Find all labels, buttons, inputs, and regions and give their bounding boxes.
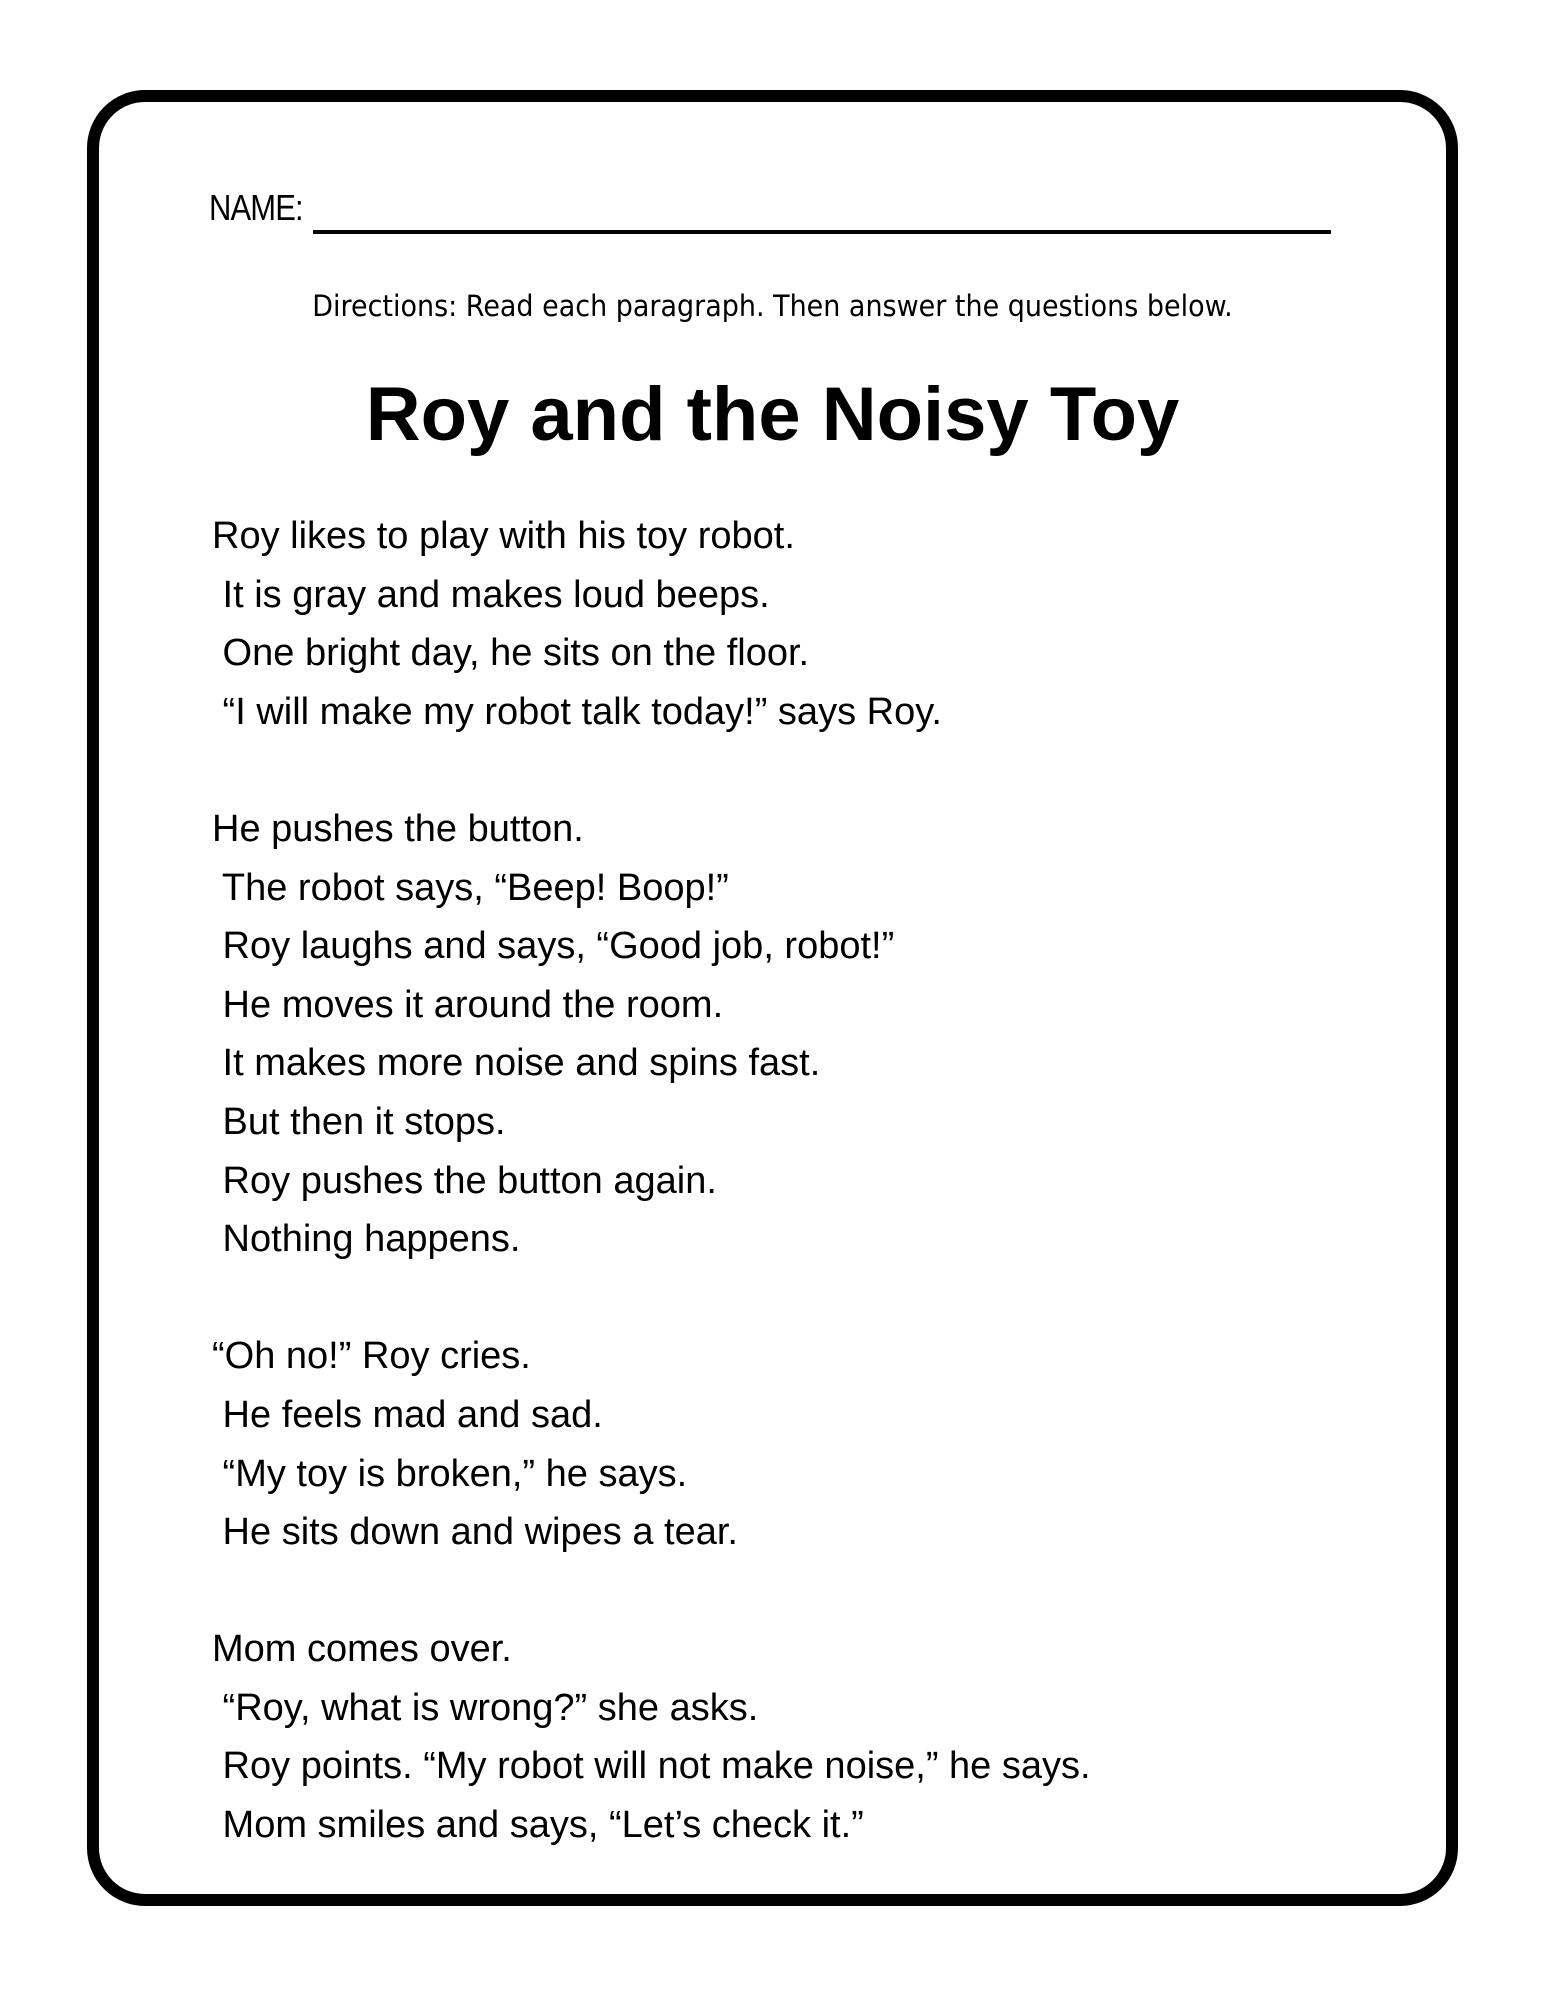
name-label: NAME: bbox=[209, 187, 303, 228]
paragraph-2 bbox=[212, 800, 1392, 1269]
story-line: The robot says, “Beep! Boop!” bbox=[212, 866, 729, 909]
story-line: He feels mad and sad. bbox=[212, 1393, 603, 1436]
story-line: But then it stops. bbox=[212, 1100, 506, 1143]
story-line: It makes more noise and spins fast. bbox=[212, 1042, 821, 1085]
paragraph-3 bbox=[212, 1327, 1392, 1561]
story-line: Roy pushes the button again. bbox=[212, 1159, 717, 1202]
directions-text: Directions: Read each paragraph. Then answer the questions below. bbox=[312, 289, 1233, 323]
story-line: “Oh no!” Roy cries. bbox=[212, 1335, 531, 1378]
story-line: Roy points. “My robot will not make noise,” he says. bbox=[212, 1745, 1091, 1788]
story-line: Nothing happens. bbox=[212, 1218, 521, 1261]
story-line: Mom comes over. bbox=[212, 1628, 512, 1671]
story-line: He pushes the button. bbox=[212, 807, 584, 850]
story-line: He moves it around the room. bbox=[212, 983, 724, 1026]
story-body bbox=[212, 507, 1392, 1855]
story-line: Roy likes to play with his toy robot. bbox=[212, 515, 795, 557]
story-title: Roy and the Noisy Toy bbox=[365, 372, 1180, 457]
story-line: It is gray and makes loud beeps. bbox=[212, 573, 770, 616]
paragraph-4 bbox=[212, 1620, 1392, 1854]
story-line: “I will make my robot talk today!” says Roy. bbox=[212, 690, 942, 733]
story-line: He sits down and wipes a tear. bbox=[212, 1511, 738, 1554]
name-write-line[interactable] bbox=[313, 230, 1331, 234]
story-line: Roy laughs and says, “Good job, robot!” bbox=[212, 925, 895, 968]
story-line: One bright day, he sits on the floor. bbox=[212, 632, 810, 675]
story-line: Mom smiles and says, “Let’s check it.” bbox=[212, 1804, 864, 1847]
paragraph-1 bbox=[212, 507, 1392, 741]
story-line: “Roy, what is wrong?” she asks. bbox=[212, 1686, 759, 1729]
story-line: “My toy is broken,” he says. bbox=[212, 1452, 688, 1495]
